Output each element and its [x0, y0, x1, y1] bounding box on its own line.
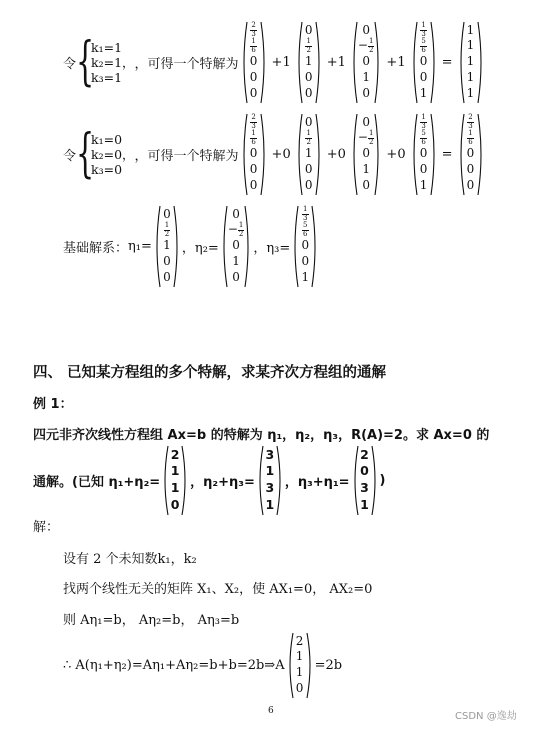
fraction-entry: − $\frac{1}{2}$ — [357, 129, 374, 146]
right-paren — [477, 21, 484, 104]
vector-entries — [248, 113, 260, 196]
left-paren — [296, 113, 303, 196]
phrase: ，可得一个特解为 — [134, 56, 239, 72]
vector-entry: 1 — [265, 496, 275, 512]
right-paren — [276, 445, 283, 516]
right-paren — [315, 21, 322, 104]
solution-vector — [287, 632, 313, 699]
vector-entries — [359, 445, 371, 516]
plus-term-3: +0 — [386, 146, 406, 162]
left-paren — [351, 113, 358, 196]
vector-entry: 1 — [301, 269, 310, 284]
eta1-vector — [154, 205, 180, 288]
vector-entry: 1 — [466, 70, 475, 85]
vector-entry: 1 — [360, 496, 369, 512]
vector-entry: 0 — [304, 70, 313, 85]
vector-entry: 0 — [362, 114, 370, 129]
left-brace: { — [76, 32, 95, 92]
vector-entries — [303, 113, 315, 196]
vector-entry: 0 — [304, 114, 313, 129]
vector-2 — [296, 21, 322, 104]
vector-entries — [358, 113, 375, 196]
right-paren — [260, 113, 267, 196]
basis-label: 基础解系： — [63, 240, 129, 256]
vector-entry: 0 — [301, 238, 310, 253]
solution-line-4 — [63, 634, 342, 696]
k-system — [76, 124, 135, 184]
solution-text-4b: =2b — [314, 657, 343, 673]
problem-text-2c: ，η₃+η₁= — [284, 474, 350, 490]
k2-line: k₂=1， — [91, 54, 135, 70]
eta2-vector — [221, 205, 252, 288]
vector-entries — [465, 21, 477, 104]
vector-entry: 1 — [232, 254, 240, 269]
vector-entries — [294, 632, 306, 699]
vector-entry: 1 — [170, 480, 180, 496]
right-paren — [315, 113, 322, 196]
problem-line-2 — [33, 448, 385, 512]
right-paren — [477, 113, 484, 196]
fraction-entry: $\frac{1}{6}$ — [251, 129, 256, 146]
vector-entry: 1 — [466, 22, 475, 37]
vector-entry: 1 — [419, 177, 428, 192]
vector-entry: 2 — [295, 633, 304, 648]
vector-entry: 1 — [466, 38, 475, 53]
vector-1 — [241, 21, 267, 104]
vector-entry: 0 — [466, 162, 475, 177]
vector-2 — [296, 113, 322, 196]
vector-entry: 1 — [265, 463, 275, 479]
vector-entry: 1 — [362, 70, 370, 85]
solution-text-3: 则 Aη₁=b， Aη₂=b， Aη₃=b — [63, 613, 240, 628]
plus-term-1: +1 — [271, 54, 291, 70]
vector-entries — [264, 445, 276, 516]
solution-label — [33, 516, 59, 535]
k1-line: k₁=1 — [91, 39, 123, 55]
vector-entry: 1 — [295, 649, 304, 664]
vector-entry: 0 — [362, 177, 370, 192]
right-paren — [430, 21, 437, 104]
vector-entry: 0 — [249, 70, 258, 85]
vector-entry: 3 — [265, 480, 275, 496]
right-paren — [173, 205, 180, 288]
vector-entry: 1 — [466, 54, 475, 69]
vector-entry: 1 — [170, 463, 180, 479]
problem-text-2d: ) — [379, 472, 386, 488]
vector-entry: 0 — [249, 146, 258, 161]
equals-sign: = — [441, 54, 453, 70]
fraction-entry: $\frac{5}{6}$ — [303, 221, 308, 238]
vector-entry: 0 — [304, 22, 313, 37]
vector-entry: 1 — [362, 162, 370, 177]
right-paren — [260, 21, 267, 104]
fraction-entry: $\frac{1}{3}$ — [421, 113, 426, 130]
fraction-entry: $\frac{1}{2}$ — [306, 129, 311, 146]
vector-entry: 0 — [163, 206, 171, 221]
vector-entry: 0 — [419, 54, 428, 69]
eta1-label: η₁= — [128, 238, 152, 254]
vector-entries — [418, 113, 430, 196]
vector-entry: 0 — [362, 146, 370, 161]
basis-row — [63, 206, 320, 286]
example-label-text: 例 1： — [33, 397, 73, 412]
vector-entry: 0 — [232, 238, 240, 253]
right-paren — [374, 21, 381, 104]
vector-entry: 0 — [466, 146, 475, 161]
plus-term-2: +0 — [326, 146, 346, 162]
vector-entry: 1 — [304, 146, 313, 161]
phrase: ，可得一个特解为 — [134, 148, 239, 164]
fraction-entry: $\frac{1}{2}$ — [306, 37, 311, 54]
vector-entry: 0 — [362, 85, 370, 100]
k3-line: k₃=0 — [91, 161, 123, 177]
vector-entry: 0 — [304, 162, 313, 177]
left-paren — [351, 21, 358, 104]
fraction-entry: $\frac{5}{6}$ — [421, 129, 426, 146]
solution-line-1 — [63, 548, 197, 567]
vector-entry: 1 — [295, 665, 304, 680]
solution-line-3 — [63, 609, 239, 628]
vector-entry: 0 — [360, 463, 369, 479]
left-paren — [296, 21, 303, 104]
vector-entries — [161, 205, 173, 288]
fraction-entry: $\frac{1}{2}$ — [164, 221, 170, 238]
let-prefix: 令 — [63, 56, 77, 72]
problem-text-2a: 通解。(已知 η₁+η₂= — [33, 474, 161, 490]
solution-text-1: 设有 2 个未知数k₁，k₂ — [63, 552, 197, 567]
k-system — [76, 32, 135, 92]
left-paren — [241, 21, 248, 104]
fraction-entry: $\frac{1}{6}$ — [468, 129, 473, 146]
left-paren — [257, 445, 264, 516]
k3-line: k₃=1 — [91, 69, 123, 85]
vector-entries — [228, 205, 245, 288]
right-paren — [374, 113, 381, 196]
vector-entry: 3 — [360, 480, 369, 496]
sum-vector-2 — [257, 445, 283, 516]
fraction-entry: $\frac{1}{3}$ — [421, 21, 426, 38]
left-paren — [458, 21, 465, 104]
plus-term-3: +1 — [386, 54, 406, 70]
vector-4 — [411, 113, 437, 196]
particular-solution-2-row — [63, 114, 486, 194]
vector-entry: 1 — [419, 85, 428, 100]
fraction-entry: $\frac{2}{3}$ — [468, 113, 473, 130]
vector-entry: 0 — [419, 146, 428, 161]
vector-entry: 0 — [249, 177, 258, 192]
plus-term-2: +1 — [326, 54, 346, 70]
left-paren — [241, 113, 248, 196]
right-paren — [430, 113, 437, 196]
vector-entry: 2 — [170, 446, 180, 462]
eta3-label: ，η₃= — [253, 240, 291, 256]
vector-entry: 0 — [170, 496, 180, 512]
vector-entry: 3 — [265, 446, 275, 462]
vector-entry: 0 — [249, 85, 258, 100]
vector-entries — [169, 445, 181, 516]
equals-sign: = — [441, 146, 453, 162]
fraction-entry: $\frac{1}{3}$ — [303, 205, 308, 222]
vector-3 — [351, 113, 382, 196]
right-paren — [371, 445, 378, 516]
vector-entry: 0 — [232, 269, 240, 284]
right-paren — [244, 205, 251, 288]
eta3-vector — [292, 205, 318, 288]
particular-solution-1-row — [63, 22, 486, 102]
plus-term-1: +0 — [271, 146, 291, 162]
fraction-entry: $\frac{2}{3}$ — [251, 21, 256, 38]
vector-entries — [299, 205, 311, 288]
sum-vector-3 — [352, 445, 378, 516]
vector-entry: 1 — [466, 85, 475, 100]
solution-label-text: 解： — [33, 520, 60, 535]
right-paren — [311, 205, 318, 288]
left-paren — [162, 445, 169, 516]
vector-entry: 0 — [419, 162, 428, 177]
vector-3 — [351, 21, 382, 104]
vector-entry: 0 — [304, 85, 313, 100]
vector-entry: 1 — [304, 54, 313, 69]
vector-entry: 2 — [360, 446, 369, 462]
left-paren — [221, 205, 228, 288]
solution-line-2 — [63, 578, 372, 597]
vector-entry: 0 — [301, 254, 310, 269]
let-prefix: 令 — [63, 148, 77, 164]
problem-line-1 — [33, 424, 489, 443]
vector-entry: 0 — [419, 70, 428, 85]
left-brace: { — [76, 124, 95, 184]
vector-entry: 0 — [249, 54, 258, 69]
section-heading — [33, 361, 386, 382]
vector-entry: 0 — [163, 269, 171, 284]
watermark: CSDN @逸劫 — [455, 711, 517, 722]
fraction-entry: − $\frac{1}{2}$ — [357, 37, 374, 54]
fraction-entry: $\frac{2}{3}$ — [251, 113, 256, 130]
k2-line: k₂=0， — [91, 146, 135, 162]
page-number: 6 — [268, 706, 274, 716]
example-label — [33, 393, 73, 412]
left-paren — [287, 632, 294, 699]
vector-entries — [248, 21, 260, 104]
vector-entry: 0 — [466, 177, 475, 192]
vector-entries — [465, 113, 477, 196]
vector-entries — [303, 21, 315, 104]
right-paren — [181, 445, 188, 516]
fraction-entry: $\frac{5}{6}$ — [421, 37, 426, 54]
vector-entries — [418, 21, 430, 104]
vector-entry: 1 — [163, 238, 171, 253]
left-paren — [411, 21, 418, 104]
problem-text-1: 四元非齐次线性方程组 Ax=b 的特解为 η₁，η₂，η₃，R(A)=2。求 Ax=0 的 — [33, 428, 490, 443]
vector-4 — [411, 21, 437, 104]
vector-entries — [358, 21, 375, 104]
left-paren — [154, 205, 161, 288]
problem-text-2b: ，η₂+η₃= — [190, 474, 255, 490]
section-heading-text: 四、 已知某方程组的多个特解，求某齐次方程组的通解 — [33, 365, 387, 381]
eta2-label: ，η₂= — [181, 240, 219, 256]
result-vector — [458, 21, 484, 104]
vector-1 — [241, 113, 267, 196]
vector-entry: 0 — [163, 254, 171, 269]
left-paren — [352, 445, 359, 516]
vector-entry: 0 — [304, 177, 313, 192]
result-vector — [458, 113, 484, 196]
fraction-entry: $\frac{1}{6}$ — [251, 37, 256, 54]
solution-text-2: 找两个线性无关的矩阵 X₁、X₂，使 AX₁=0， AX₂=0 — [63, 582, 373, 597]
vector-entry: 0 — [362, 54, 370, 69]
right-paren — [306, 632, 313, 699]
solution-text-4a: ∴ A(η₁+η₂)=Aη₁+Aη₂=b+b=2b⇒A — [63, 657, 285, 673]
vector-entry: 0 — [295, 680, 304, 695]
vector-entry: 0 — [232, 206, 240, 221]
sum-vector-1 — [162, 445, 188, 516]
fraction-entry: − $\frac{1}{2}$ — [227, 221, 244, 238]
vector-entry: 0 — [249, 162, 258, 177]
left-paren — [411, 113, 418, 196]
left-paren — [458, 113, 465, 196]
vector-entry: 0 — [362, 22, 370, 37]
left-paren — [292, 205, 299, 288]
k1-line: k₁=0 — [91, 131, 123, 147]
